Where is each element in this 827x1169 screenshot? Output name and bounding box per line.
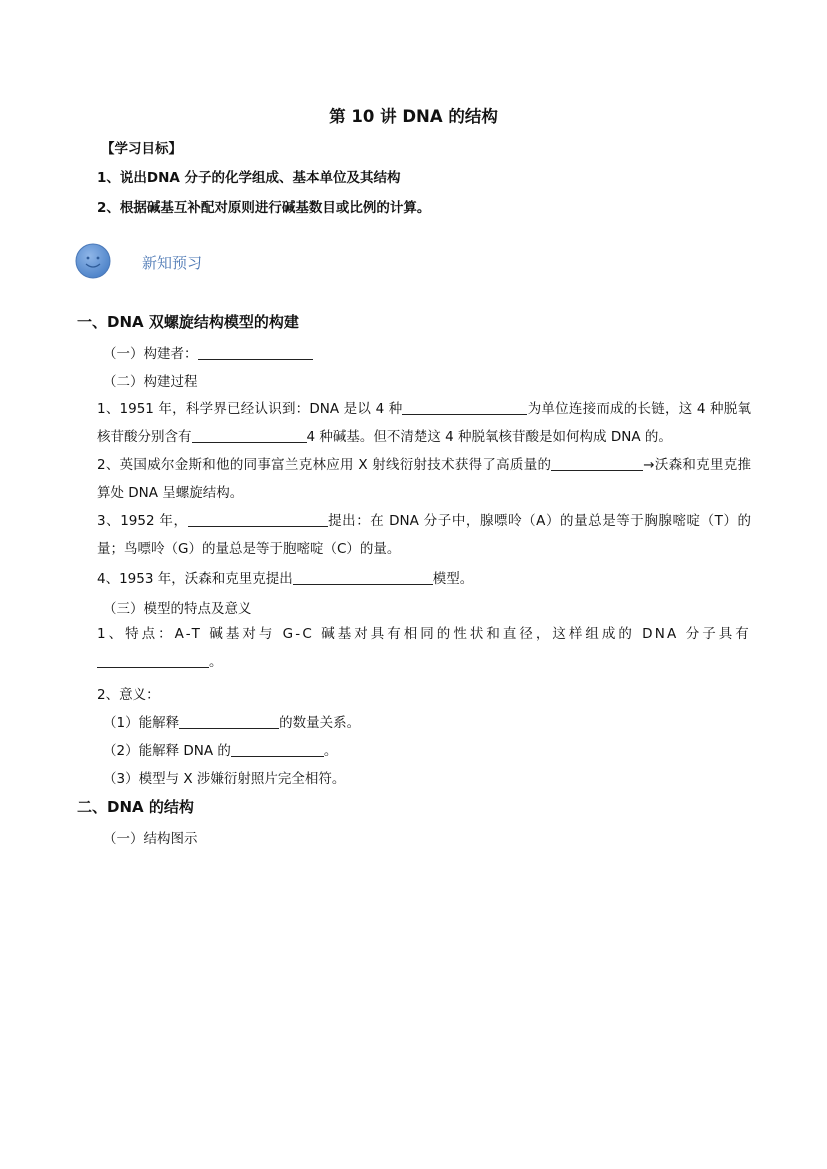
- m1-blank[interactable]: [179, 715, 279, 730]
- p1-text-a: 1、1951 年，科学界已经认识到：DNA 是以 4 种: [97, 401, 403, 417]
- section-1-heading: 一、DNA 双螺旋结构模型的构建: [77, 313, 299, 331]
- builder-label: （一）构建者：: [103, 346, 198, 362]
- builder-blank[interactable]: [198, 346, 313, 361]
- page-title: 第 10 讲 DNA 的结构: [329, 107, 498, 126]
- smiley-icon: [75, 243, 111, 279]
- feature-text-b: 。: [209, 654, 225, 670]
- p4-blank[interactable]: [293, 571, 433, 586]
- objectives-heading: 【学习目标】: [101, 141, 182, 157]
- p4-text-b: 模型。: [432, 571, 474, 587]
- m1-text-b: 的数量关系。: [279, 715, 361, 731]
- objective-item-2: 2、根据碱基互补配对原则进行碱基数目或比例的计算。: [97, 200, 431, 216]
- paragraph-1952: [97, 507, 751, 563]
- feature-blank[interactable]: [97, 654, 209, 669]
- meaning-item-3: （3）模型与 X 涉嫌衍射照片完全相符。: [103, 771, 346, 787]
- feature-text-a: 1、特点：A-T 碱基对与 G-C 碱基对具有相同的性状和直径，这样组成的 DNA 分子具有: [97, 626, 751, 642]
- process-heading: （二）构建过程: [103, 374, 198, 390]
- m2-blank[interactable]: [231, 743, 324, 758]
- paragraph-features: [97, 620, 751, 676]
- m1-text-a: （1）能解释: [103, 715, 180, 731]
- section-2-heading: 二、DNA 的结构: [77, 798, 194, 816]
- p3-blank[interactable]: [188, 513, 328, 528]
- meaning-item-2: [103, 739, 337, 759]
- m2-text-a: （2）能解释 DNA 的: [103, 743, 231, 759]
- meaning-heading: 2、意义：: [97, 687, 160, 703]
- builder-line: [103, 342, 313, 362]
- p3-text-b: 提出：在 DNA 分子中，腺嘌呤（A）的量总是等于胸腺嘧啶（T）的量；鸟嘌呤（G）的量总是等于胞嘧啶（C）的量。: [97, 513, 751, 557]
- m2-text-b: 。: [323, 743, 338, 759]
- p4-text-a: 4、1953 年，沃森和克里克提出: [97, 571, 293, 587]
- features-heading: （三）模型的特点及意义: [103, 601, 252, 617]
- p1-blank-2[interactable]: [192, 429, 307, 444]
- paragraph-xray: [97, 451, 751, 507]
- preview-label: 新知预习: [142, 254, 203, 272]
- p1-text-c: 4 种碱基。但不清楚这 4 种脱氧核苷酸是如何构成 DNA 的。: [306, 429, 672, 445]
- paragraph-1951: [97, 395, 751, 451]
- p2-text-b: →沃森和克里克推算处 DNA 呈螺旋结构。: [97, 457, 752, 501]
- p1-blank-1[interactable]: [402, 401, 527, 416]
- p2-text-a: 2、英国威尔金斯和他的同事富兰克林应用 X 射线衍射技术获得了高质量的: [97, 457, 552, 473]
- structure-diagram-heading: （一）结构图示: [103, 831, 198, 847]
- objective-item-1: 1、说出DNA 分子的化学组成、基本单位及其结构: [97, 170, 401, 186]
- p1-text-b: 为单位连接而成的长链，这 4 种脱氧核苷酸分别含有: [97, 401, 751, 445]
- paragraph-1953: [97, 565, 751, 593]
- p3-text-a: 3、1952 年，: [97, 513, 188, 529]
- p2-blank[interactable]: [551, 457, 643, 472]
- meaning-item-1: [103, 711, 360, 731]
